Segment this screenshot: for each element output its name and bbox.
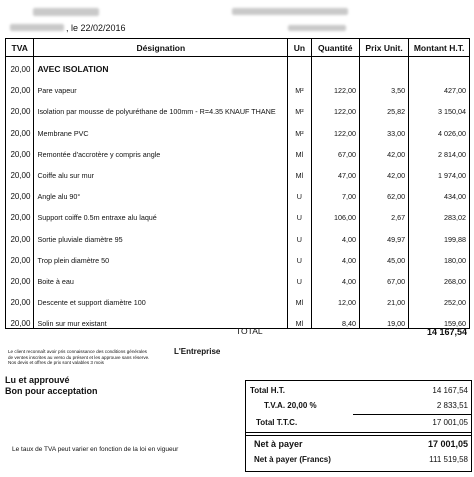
net-francs-label: Net à payer (Francs) — [254, 455, 331, 464]
row-designation: Descente et support diamètre 100 — [34, 286, 288, 307]
tva-value: 2 833,51 — [436, 401, 468, 410]
row-amount: 427,00 — [409, 74, 470, 95]
row-tva: 20,00 — [6, 95, 34, 116]
total-value: 14 167,54 — [426, 327, 467, 337]
tva-row — [246, 398, 471, 412]
row-amount: 3 150,04 — [409, 95, 470, 116]
row-designation: Angle alu 90° — [34, 180, 288, 201]
row-unit: U — [288, 201, 311, 222]
row-quantity: 4,00 — [311, 265, 359, 286]
row-unit-price: 42,00 — [359, 138, 408, 159]
total-ht-value: 14 167,54 — [432, 386, 468, 395]
table-row — [6, 265, 470, 286]
row-unit: Ml — [288, 159, 311, 180]
row-designation: Coiffe alu sur mur — [34, 159, 288, 180]
row-quantity: 122,00 — [311, 95, 359, 116]
net-label: Net à payer — [254, 439, 303, 449]
row-unit-price: 42,00 — [359, 159, 408, 180]
conditions-line: Le client reconnaît avoir pris connaissance des conditions générales de ventes inscrites au verso du présent et les approuve sans réserve. — [8, 349, 150, 360]
row-unit: M² — [288, 95, 311, 116]
row-quantity: 67,00 — [311, 138, 359, 159]
row-unit: U — [288, 244, 311, 265]
row-unit-price: 62,00 — [359, 180, 408, 201]
row-amount: 159,60 — [409, 307, 470, 329]
entreprise-label: L'Entreprise — [174, 347, 221, 356]
approval-block — [5, 375, 98, 397]
table-row — [6, 95, 470, 116]
col-unit-price: Prix Unit. — [359, 39, 408, 57]
table-row — [6, 201, 470, 222]
row-quantity: 4,00 — [311, 244, 359, 265]
table-row — [6, 180, 470, 201]
total-ttc-label: Total T.T.C. — [256, 418, 298, 427]
row-amount: 180,00 — [409, 244, 470, 265]
table-row — [6, 244, 470, 265]
col-tva: TVA — [6, 39, 34, 57]
total-label: TOTAL — [236, 326, 263, 336]
validity-line: Nos devis et offres de prix sont valables 3 mois — [8, 360, 104, 366]
row-unit: U — [288, 180, 311, 201]
section-title: AVEC ISOLATION — [34, 57, 288, 75]
row-designation: Solin sur mur existant — [34, 307, 288, 329]
row-unit-price: 21,00 — [359, 286, 408, 307]
totals-box — [245, 380, 472, 472]
row-unit-price: 67,00 — [359, 265, 408, 286]
row-tva: 20,00 — [6, 138, 34, 159]
invoice-table — [5, 38, 470, 329]
row-quantity: 4,00 — [311, 222, 359, 243]
row-tva: 20,00 — [6, 222, 34, 243]
row-quantity: 47,00 — [311, 159, 359, 180]
row-quantity: 106,00 — [311, 201, 359, 222]
row-unit: Ml — [288, 138, 311, 159]
row-tva: 20,00 — [6, 307, 34, 329]
net-value: 17 001,05 — [427, 439, 468, 449]
row-tva: 20,00 — [6, 180, 34, 201]
row-designation: Boite à eau — [34, 265, 288, 286]
section-tva: 20,00 — [6, 57, 34, 75]
table-row — [6, 74, 470, 95]
approval-line1: Lu et approuvé — [5, 375, 70, 385]
footer-note: Le taux de TVA peut varier en fonction de la loi en vigueur — [12, 446, 179, 453]
document-date: , le 22/02/2016 — [66, 23, 126, 33]
row-tva: 20,00 — [6, 201, 34, 222]
row-quantity: 8,40 — [311, 307, 359, 329]
row-designation: Membrane PVC — [34, 116, 288, 137]
col-amount: Montant H.T. — [409, 39, 470, 57]
row-designation: Trop plein diamètre 50 — [34, 244, 288, 265]
row-amount: 4 026,00 — [409, 116, 470, 137]
row-tva: 20,00 — [6, 74, 34, 95]
table-header — [6, 39, 470, 57]
total-ttc-row — [246, 415, 471, 429]
section-row — [6, 57, 470, 75]
row-unit: M² — [288, 116, 311, 137]
redacted-city — [10, 24, 64, 31]
approval-line2: Bon pour acceptation — [5, 386, 98, 396]
row-tva: 20,00 — [6, 116, 34, 137]
table-row — [6, 286, 470, 307]
table-row — [6, 159, 470, 180]
redacted-right-line — [288, 25, 346, 31]
row-unit: U — [288, 265, 311, 286]
row-tva: 20,00 — [6, 159, 34, 180]
total-ht-label: Total H.T. — [250, 386, 285, 395]
row-amount: 268,00 — [409, 265, 470, 286]
row-amount: 252,00 — [409, 286, 470, 307]
conditions-note — [8, 349, 153, 366]
table-row — [6, 116, 470, 137]
row-amount: 2 814,00 — [409, 138, 470, 159]
row-quantity: 7,00 — [311, 180, 359, 201]
col-quantity: Quantité — [311, 39, 359, 57]
row-designation: Sortie pluviale diamètre 95 — [34, 222, 288, 243]
net-francs-value: 111 519,58 — [429, 455, 468, 464]
row-designation: Pare vapeur — [34, 74, 288, 95]
net-row — [246, 436, 471, 450]
row-unit-price: 25,82 — [359, 95, 408, 116]
row-designation: Remontée d'accrotère y compris angle — [34, 138, 288, 159]
net-francs-row — [246, 452, 471, 466]
row-unit: M² — [288, 74, 311, 95]
total-ht-row — [246, 383, 471, 397]
table-row — [6, 138, 470, 159]
row-unit: Ml — [288, 286, 311, 307]
col-unit: Un — [288, 39, 311, 57]
row-amount: 434,00 — [409, 180, 470, 201]
row-unit-price: 45,00 — [359, 244, 408, 265]
row-tva: 20,00 — [6, 286, 34, 307]
row-designation: Isolation par mousse de polyuréthane de 100mm - R=4.35 KNAUF THANE — [34, 95, 288, 116]
tva-label: T.V.A. 20,00 % — [264, 401, 317, 410]
row-tva: 20,00 — [6, 244, 34, 265]
row-amount: 283,02 — [409, 201, 470, 222]
row-unit-price: 19,00 — [359, 307, 408, 329]
row-amount: 199,88 — [409, 222, 470, 243]
row-unit: U — [288, 222, 311, 243]
row-unit: Ml — [288, 307, 311, 329]
row-unit-price: 3,50 — [359, 74, 408, 95]
row-amount: 1 974,00 — [409, 159, 470, 180]
row-quantity: 122,00 — [311, 116, 359, 137]
row-unit-price: 49,97 — [359, 222, 408, 243]
row-designation: Support coiffe 0.5m entraxe alu laqué — [34, 201, 288, 222]
row-tva: 20,00 — [6, 265, 34, 286]
total-ttc-value: 17 001,05 — [432, 418, 468, 427]
row-quantity: 122,00 — [311, 74, 359, 95]
redacted-top-right — [232, 8, 348, 15]
table-row — [6, 222, 470, 243]
redacted-name — [33, 8, 99, 16]
row-unit-price: 2,67 — [359, 201, 408, 222]
col-designation: Désignation — [34, 39, 288, 57]
row-quantity: 12,00 — [311, 286, 359, 307]
row-unit-price: 33,00 — [359, 116, 408, 137]
